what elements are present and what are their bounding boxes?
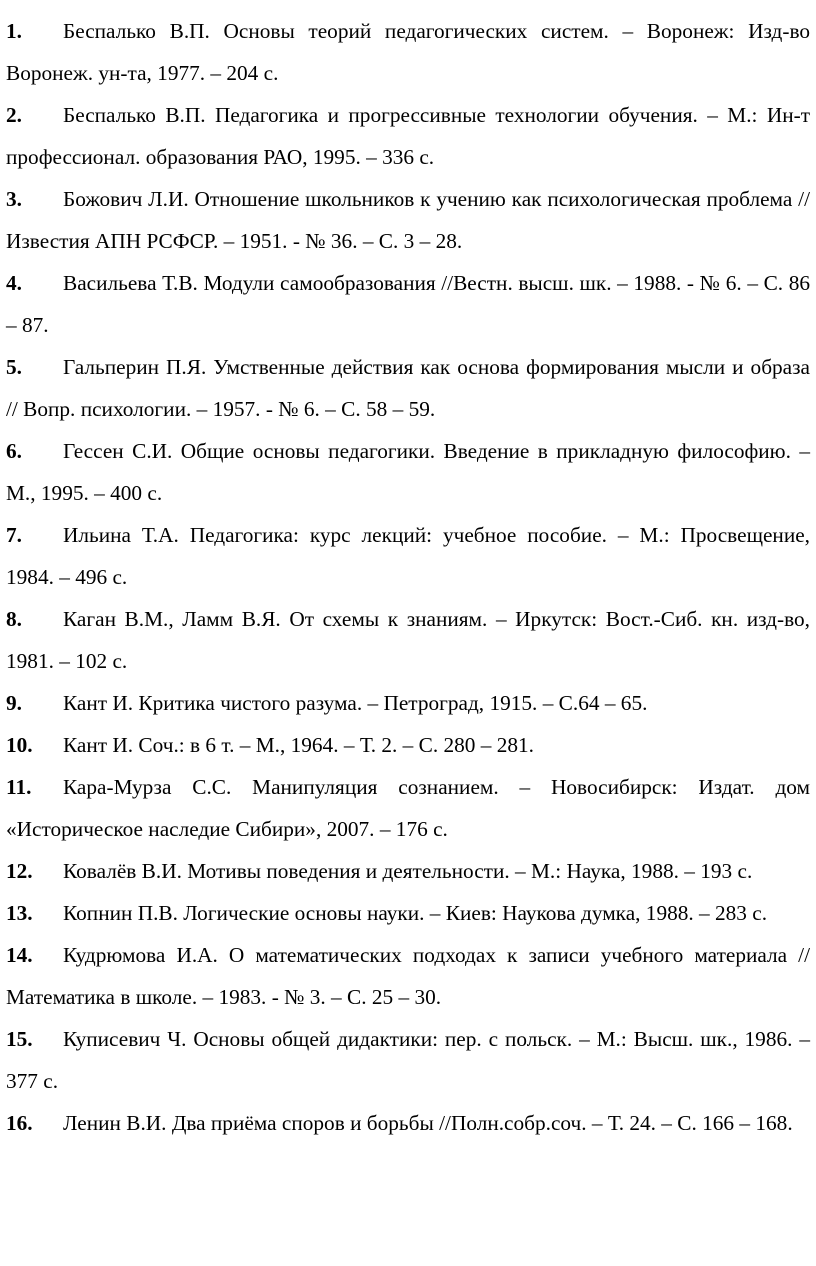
reference-item	[6, 346, 810, 430]
reference-item	[6, 682, 810, 724]
reference-item	[6, 766, 810, 850]
reference-text: Васильева Т.В. Модули самообразования //Вестн. высш. шк. – 1988. - № 6. – С. 86 – 87.	[6, 271, 810, 337]
reference-text: Беспалько В.П. Основы теорий педагогических систем. – Воронеж: Изд-во Воронеж. ун-та, 1977. – 204 с.	[6, 19, 810, 85]
reference-number: 8.	[6, 607, 22, 631]
reference-item	[6, 262, 810, 346]
reference-number: 12.	[6, 859, 33, 883]
reference-text: Кант И. Соч.: в 6 т. – М., 1964. – Т. 2. – С. 280 – 281.	[63, 733, 534, 757]
reference-number: 6.	[6, 439, 22, 463]
reference-number: 11.	[6, 775, 32, 799]
reference-number: 1.	[6, 19, 22, 43]
reference-item	[6, 10, 810, 94]
reference-text: Беспалько В.П. Педагогика и прогрессивные технологии обучения. – М.: Ин-т профессионал. образования РАО, 1995. – 336 с.	[6, 103, 810, 169]
reference-item	[6, 892, 810, 934]
reference-text: Кара-Мурза С.С. Манипуляция сознанием. – Новосибирск: Издат. дом «Историческое наследие Сибири», 2007. – 176 с.	[6, 775, 810, 841]
reference-list	[6, 10, 810, 1144]
reference-text: Куписевич Ч. Основы общей дидактики: пер. с польск. – М.: Высш. шк., 1986. – 377 с.	[6, 1027, 810, 1093]
reference-item	[6, 178, 810, 262]
reference-item	[6, 934, 810, 1018]
reference-text: Гессен С.И. Общие основы педагогики. Введение в прикладную философию. – М., 1995. – 400 с.	[6, 439, 810, 505]
reference-text: Ковалёв В.И. Мотивы поведения и деятельности. – М.: Наука, 1988. – 193 с.	[63, 859, 753, 883]
reference-number: 14.	[6, 943, 33, 967]
reference-item	[6, 94, 810, 178]
reference-number: 9.	[6, 691, 22, 715]
reference-number: 15.	[6, 1027, 33, 1051]
reference-number: 10.	[6, 733, 33, 757]
reference-item	[6, 1102, 810, 1144]
reference-item	[6, 850, 810, 892]
reference-item	[6, 598, 810, 682]
reference-number: 7.	[6, 523, 22, 547]
reference-text: Кудрюмова И.А. О математических подходах к записи учебного материала // Математика в школе. – 1983. - № 3. – С. 25 – 30.	[6, 943, 810, 1009]
reference-text: Гальперин П.Я. Умственные действия как основа формирования мысли и образа // Вопр. психологии. – 1957. - № 6. – С. 58 – 59.	[6, 355, 810, 421]
reference-number: 2.	[6, 103, 22, 127]
reference-item	[6, 514, 810, 598]
reference-text: Копнин П.В. Логические основы науки. – Киев: Наукова думка, 1988. – 283 с.	[63, 901, 768, 925]
reference-text: Ильина Т.А. Педагогика: курс лекций: учебное пособие. – М.: Просвещение, 1984. – 496 с.	[6, 523, 810, 589]
reference-number: 4.	[6, 271, 22, 295]
reference-text: Каган В.М., Ламм В.Я. От схемы к знаниям. – Иркутск: Вост.-Сиб. кн. изд-во, 1981. – 102 с.	[6, 607, 810, 673]
reference-item	[6, 724, 810, 766]
reference-text: Божович Л.И. Отношение школьников к учению как психологическая проблема // Известия АПН РСФСР. – 1951. - № 36. – С. 3 – 28.	[6, 187, 810, 253]
reference-item	[6, 430, 810, 514]
reference-number: 13.	[6, 901, 33, 925]
reference-number: 16.	[6, 1111, 33, 1135]
reference-text: Кант И. Критика чистого разума. – Петроград, 1915. – С.64 – 65.	[63, 691, 648, 715]
reference-number: 3.	[6, 187, 22, 211]
reference-number: 5.	[6, 355, 22, 379]
reference-text: Ленин В.И. Два приёма споров и борьбы //Полн.собр.соч. – Т. 24. – С. 166 – 168.	[63, 1111, 793, 1135]
reference-item	[6, 1018, 810, 1102]
